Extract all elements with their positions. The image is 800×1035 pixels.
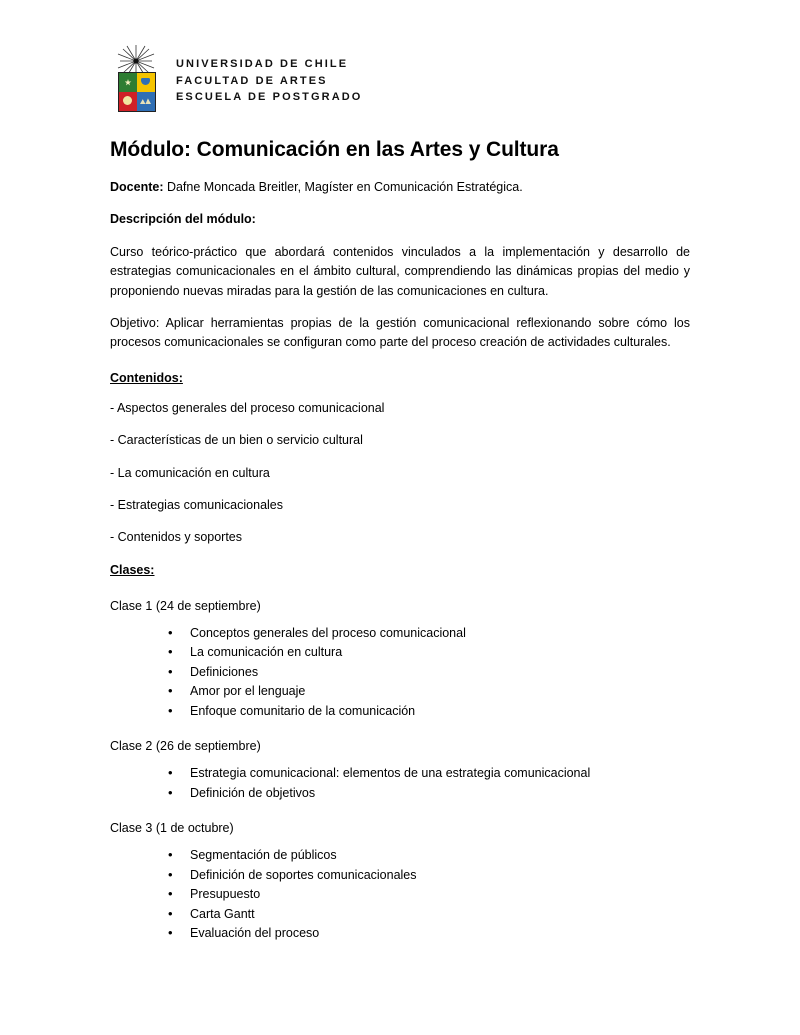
list-item: • La comunicación en cultura — [168, 643, 690, 662]
objective-paragraph: Objetivo: Aplicar herramientas propias de la gestión comunicacional reflexionando sobre cómo los procesos comunicacionales se configuran como parte del proceso creación de actividades culturales. — [110, 315, 690, 350]
list-item: • Definición de objetivos — [168, 784, 690, 803]
list-item: • Conceptos generales del proceso comunicacional — [168, 624, 690, 643]
list-item: • Amor por el lenguaje — [168, 682, 690, 701]
class-heading: Clase 3 (1 de octubre) — [110, 821, 234, 835]
teacher-value: Dafne Moncada Breitler, Magíster en Comunicación Estratégica. — [163, 180, 523, 194]
content-item: - Estrategias comunicacionales — [110, 497, 283, 512]
teacher-line — [110, 178, 690, 197]
letterhead-line-university: UNIVERSIDAD DE CHILE — [176, 58, 349, 70]
page-title: Módulo: Comunicación en las Artes y Cultura — [110, 138, 559, 161]
content-item: - La comunicación en cultura — [110, 465, 270, 480]
class-heading: Clase 1 (24 de septiembre) — [110, 598, 261, 613]
letterhead-line-faculty: FACULTAD DE ARTES — [176, 74, 328, 87]
letterhead — [110, 44, 690, 112]
list-item: • Definiciones — [168, 663, 690, 682]
letterhead-text — [176, 44, 362, 106]
list-item: • Estrategia comunicacional: elementos de una estrategia comunicacional — [168, 764, 690, 783]
class-item-list — [110, 764, 690, 803]
list-item: • Segmentación de públicos — [168, 846, 690, 865]
list-item: • Enfoque comunitario de la comunicación — [168, 702, 690, 721]
class-item-list — [110, 846, 690, 943]
classes-label: Clases: — [110, 563, 155, 578]
description-paragraph: Curso teórico-práctico que abordará contenidos vinculados a la implementación y desarrollo de estrategias comunicacionales en el ámbito cultural, comprendiendo las dinámicas propias del medio y proponiendo nuevas miradas para la gestión de las comunicaciones en cultura. — [110, 244, 690, 298]
contents-label: Contenidos: — [110, 370, 183, 385]
letterhead-line-school: ESCUELA DE POSTGRADO — [176, 91, 363, 103]
list-item: • Presupuesto — [168, 885, 690, 904]
list-item: • Definición de soportes comunicacionales — [168, 866, 690, 885]
shield-icon — [118, 72, 156, 112]
list-item: • Evaluación del proceso — [168, 924, 690, 943]
list-item: • Carta Gantt — [168, 905, 690, 924]
class-item-list — [110, 624, 690, 721]
class-heading: Clase 2 (26 de septiembre) — [110, 738, 261, 753]
content-item: - Aspectos generales del proceso comunicacional — [110, 401, 385, 415]
content-item: - Características de un bien o servicio cultural — [110, 433, 363, 448]
description-label: Descripción del módulo: — [110, 212, 256, 227]
content-item: - Contenidos y soportes — [110, 530, 243, 544]
university-crest-logo — [110, 44, 162, 112]
teacher-label: Docente: — [110, 180, 164, 194]
